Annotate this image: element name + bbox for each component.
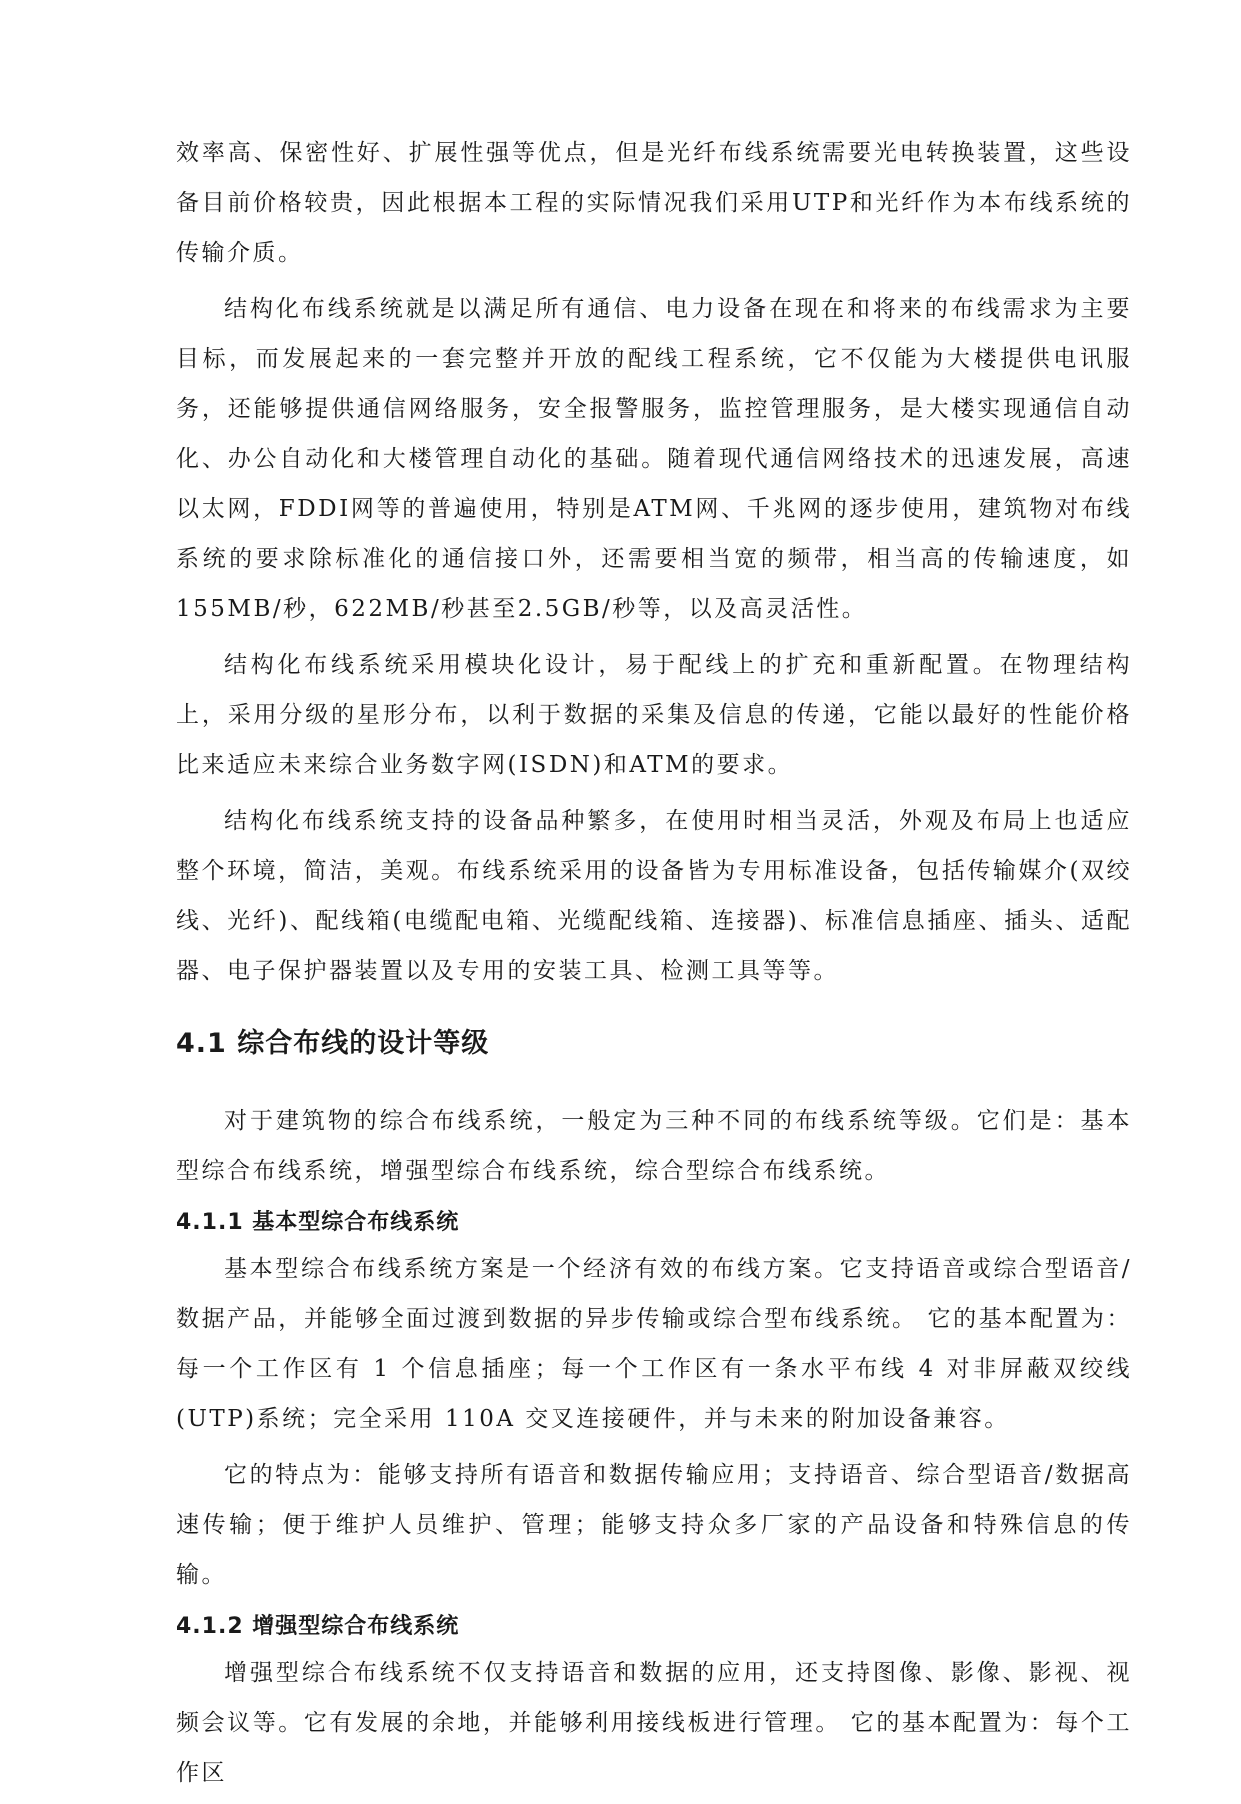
paragraph-basic-cabling-config: 基本型综合布线系统方案是一个经济有效的布线方案。它支持语音或综合型语音/数据产品，并能够全面过渡到数据的异步传输或综合型布线系统。 它的基本配置为：每一个工作区有 1 个信息插座；每一个工作区有一条水平布线 4 对非屏蔽双绞线(UTP)系统；完全采用 110A 交叉连接硬件，并与未来的附加设备兼容。 (176, 1256, 1132, 1432)
paragraph-equipment-support: 结构化布线系统支持的设备品种繁多，在使用时相当灵活，外观及布局上也适应整个环境，简洁，美观。布线系统采用的设备皆为专用标准设备，包括传输媒介(双绞线、光纤)、配线箱(电缆配电箱、光缆配线箱、连接器)、标准信息插座、插头、适配器、电子保护器装置以及专用的安装工具、检测工具等等。 (176, 808, 1132, 984)
section-heading-4-1-1: 4.1.1 基本型综合布线系统 (176, 1210, 460, 1235)
paragraph-structured-cabling-definition: 结构化布线系统就是以满足所有通信、电力设备在现在和将来的布线需求为主要目标，而发展起来的一套完整并开放的配线工程系统，它不仅能为大楼提供电讯服务，还能够提供通信网络服务，安全报警服务，监控管理服务，是大楼实现通信自动化、办公自动化和大楼管理自动化的基础。随着现代通信网络技术的迅速发展，高速以太网，FDDI网等的普遍使用，特别是ATM网、千兆网的逐步使用，建筑物对布线系统的要求除标准化的通信接口外，还需要相当宽的频带，相当高的传输速度，如155MB/秒，622MB/秒甚至2.5GB/秒等，以及高灵活性。 (176, 296, 1132, 622)
paragraph-modular-design: 结构化布线系统采用模块化设计，易于配线上的扩充和重新配置。在物理结构上，采用分级的星形分布，以利于数据的采集及信息的传递，它能以最好的性能价格比来适应未来综合业务数字网(ISDN)和ATM的要求。 (176, 652, 1132, 778)
section-heading-4-1-2: 4.1.2 增强型综合布线系统 (176, 1614, 460, 1639)
paragraph-design-levels: 对于建筑物的综合布线系统，一般定为三种不同的布线系统等级。它们是：基本型综合布线系统，增强型综合布线系统，综合型综合布线系统。 (176, 1108, 1132, 1184)
section-heading-4-1: 4.1 综合布线的设计等级 (176, 1028, 490, 1059)
paragraph-enhanced-cabling: 增强型综合布线系统不仅支持语音和数据的应用，还支持图像、影像、影视、视频会议等。它有发展的余地，并能够利用接线板进行管理。 它的基本配置为：每个工作区 (176, 1660, 1132, 1786)
document-page (176, 128, 1132, 1804)
paragraph-basic-cabling-features: 它的特点为：能够支持所有语音和数据传输应用；支持语音、综合型语音/数据高速传输；便于维护人员维护、管理；能够支持众多厂家的产品设备和特殊信息的传输。 (176, 1462, 1132, 1588)
paragraph-transmission-media: 效率高、保密性好、扩展性强等优点，但是光纤布线系统需要光电转换装置，这些设备目前价格较贵，因此根据本工程的实际情况我们采用UTP和光纤作为本布线系统的传输介质。 (176, 140, 1132, 266)
